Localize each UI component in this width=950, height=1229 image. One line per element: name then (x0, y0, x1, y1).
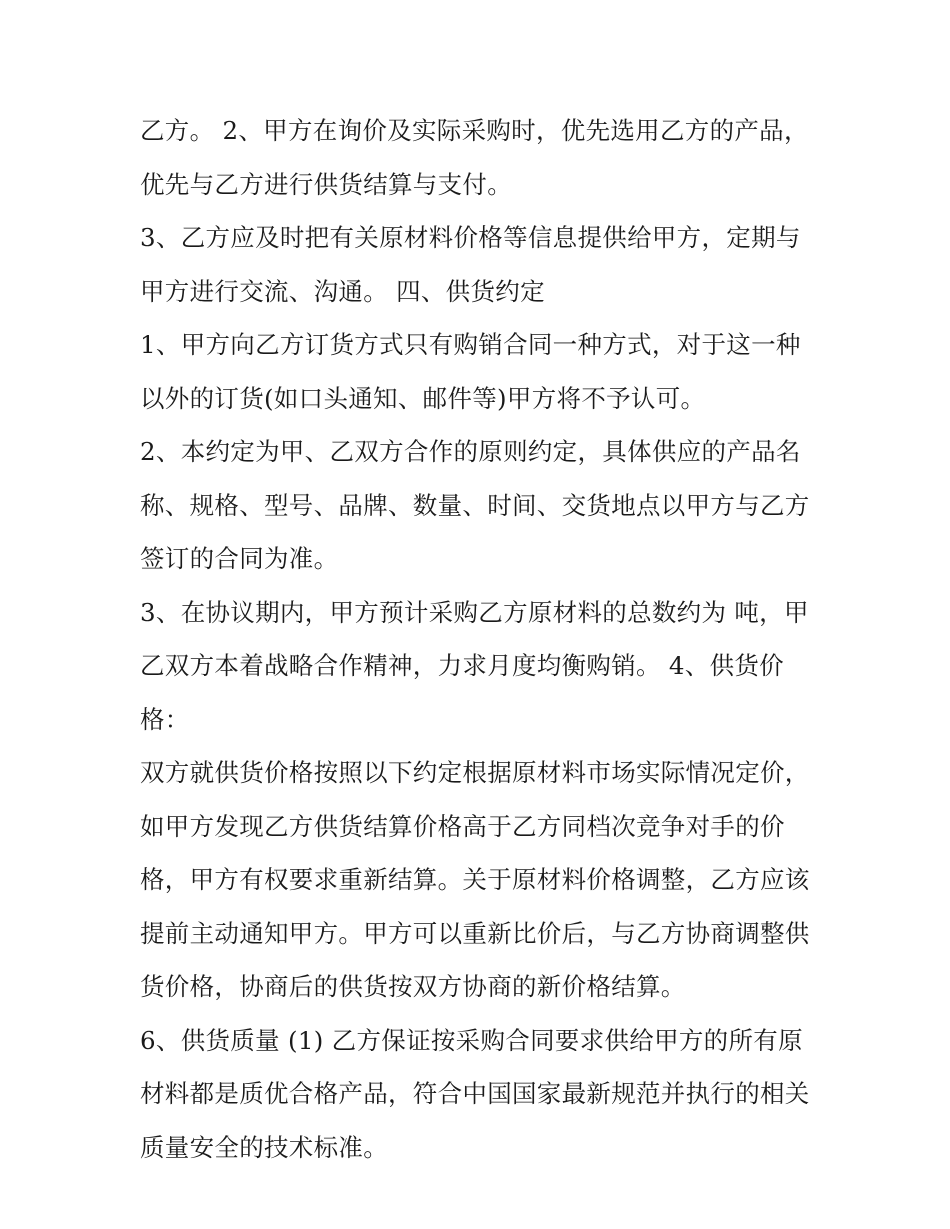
text-line: 3、乙方应及时把有关原材料价格等信息提供给甲方，定期与 (140, 223, 801, 252)
text-line: 1、甲方向乙方订货方式只有购销合同一种方式，对于这一种 (140, 330, 801, 359)
text-line: 提前主动通知甲方。甲方可以重新比价后，与乙方协商调整供 (140, 918, 810, 948)
text-line: 格，甲方有权要求重新结算。关于原材料价格调整，乙方应该 (140, 865, 810, 894)
text-line: 格： (140, 704, 190, 734)
text-line: 2、本约定为甲、乙双方合作的原则约定，具体供应的产品名 (140, 437, 801, 466)
text-line: 货价格，协商后的供货按双方协商的新价格结算。 (140, 972, 686, 1001)
text-line: 称、规格、型号、品牌、数量、时间、交货地点以甲方与乙方 (140, 490, 810, 520)
text-line: 双方就供货价格按照以下约定根据原材料市场实际情况定价， (140, 758, 810, 787)
text-line: 乙双方本着战略合作精神，力求月度均衡购销。 4、供货价 (140, 651, 784, 680)
text-line: 甲方进行交流、沟通。 四、供货约定 (140, 276, 545, 306)
text-line: 材料都是质优合格产品，符合中国国家最新规范并执行的相关 (140, 1079, 810, 1108)
text-line: 乙方。 2、甲方在询价及实际采购时，优先选用乙方的产品， (140, 116, 809, 145)
text-line: 6、供货质量 (1) 乙方保证按采购合同要求供给甲方的所有原 (140, 1025, 803, 1055)
text-line: 如甲方发现乙方供货结算价格高于乙方同档次竞争对手的价 (140, 811, 785, 841)
text-line: 3、在协议期内，甲方预计采购乙方原材料的总数约为 吨，甲 (140, 597, 809, 627)
text-line: 优先与乙方进行供货结算与支付。 (140, 169, 512, 199)
text-line: 以外的订货(如口头通知、邮件等)甲方将不予认可。 (140, 383, 706, 413)
text-line: 质量安全的技术标准。 (140, 1132, 388, 1162)
document-body (140, 104, 820, 1174)
text-line: 签订的合同为准。 (140, 544, 339, 573)
